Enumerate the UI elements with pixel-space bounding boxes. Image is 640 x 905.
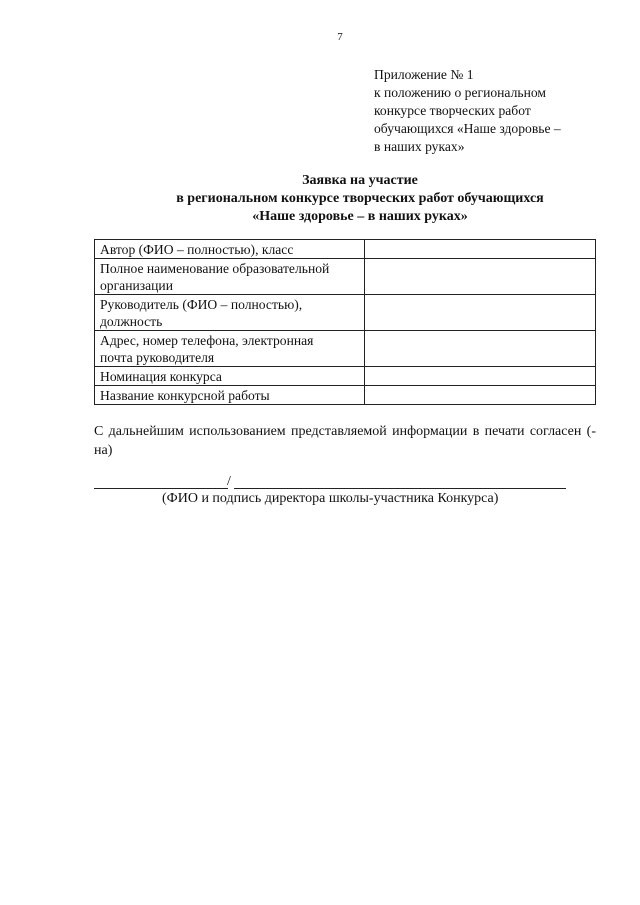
nomination-value-cell[interactable] <box>365 367 596 386</box>
contacts-value-cell[interactable] <box>365 331 596 367</box>
row-label <box>95 240 365 259</box>
table-row <box>95 331 596 367</box>
signature-caption: (ФИО и подпись директора школы-участника Конкурса) <box>162 491 499 506</box>
organization-value-cell[interactable] <box>365 259 596 295</box>
appendix-line: в наших руках» <box>374 139 465 154</box>
table-row <box>95 240 596 259</box>
supervisor-value-cell[interactable] <box>365 295 596 331</box>
row-label-line: должность <box>100 314 163 329</box>
row-label-line: организации <box>100 278 173 293</box>
row-label-line: почта руководителя <box>100 350 215 365</box>
row-label-line: Адрес, номер телефона, электронная <box>100 333 314 348</box>
work-title-value-cell[interactable] <box>365 386 596 405</box>
row-label-line: Название конкурсной работы <box>100 388 270 403</box>
appendix-line: конкурсе творческих работ <box>374 103 531 118</box>
row-label <box>95 295 365 331</box>
row-label-line: Автор (ФИО – полностью), класс <box>100 242 294 257</box>
table-row <box>95 386 596 405</box>
appendix-line: обучающихся «Наше здоровье – <box>374 121 561 136</box>
table-row <box>95 367 596 386</box>
application-form-table <box>94 239 596 405</box>
appendix-header <box>374 66 614 156</box>
author-value-cell[interactable] <box>365 240 596 259</box>
row-label-line: Полное наименование образовательной <box>100 261 330 276</box>
document-title <box>60 172 640 226</box>
signature-line-left <box>94 488 228 489</box>
signature-lines <box>94 472 566 492</box>
title-line: в региональном конкурсе творческих работ обучающихся <box>176 191 544 206</box>
appendix-line: к положению о региональном <box>374 85 546 100</box>
signature-line-right <box>234 488 566 489</box>
table-row <box>95 259 596 295</box>
signature-separator: / <box>227 474 231 489</box>
appendix-line: Приложение № 1 <box>374 67 474 82</box>
title-line: «Наше здоровье – в наших руках» <box>252 209 468 224</box>
row-label-line: Номинация конкурса <box>100 369 222 384</box>
table-row <box>95 295 596 331</box>
row-label <box>95 386 365 405</box>
row-label <box>95 367 365 386</box>
row-label-line: Руководитель (ФИО – полностью), <box>100 297 303 312</box>
row-label <box>95 331 365 367</box>
consent-text: С дальнейшим использованием представляемой информации в печати согласен (-на) <box>94 424 596 458</box>
page-number: 7 <box>337 31 343 43</box>
row-label <box>95 259 365 295</box>
title-line: Заявка на участие <box>302 173 418 188</box>
